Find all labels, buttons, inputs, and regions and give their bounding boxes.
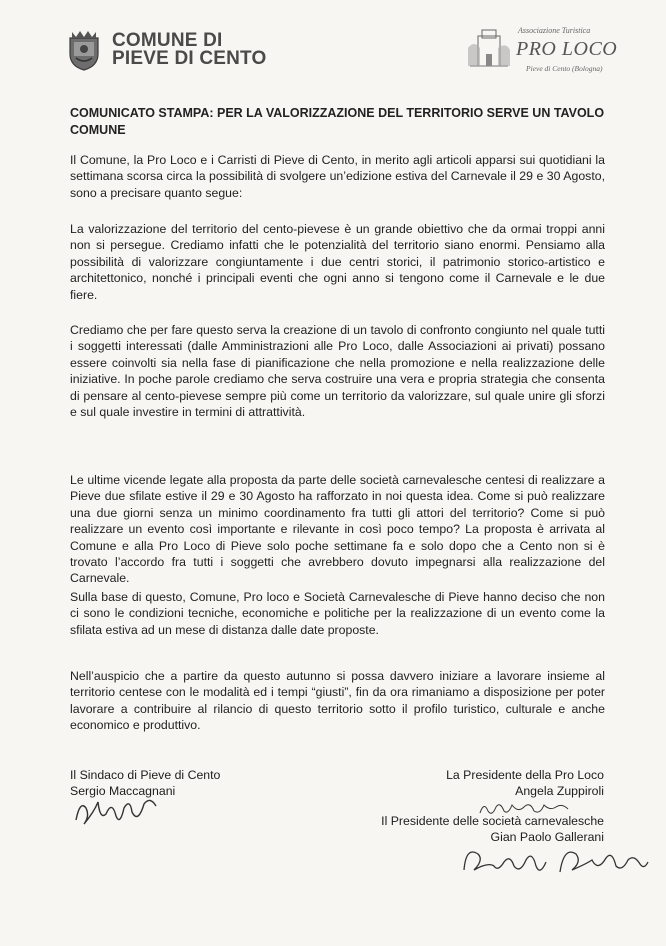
paragraph: Nell’auspicio che a partire da questo autunno si possa davvero iniziare a lavorare insieme al territorio centese con le modalità ed i tempi “giusti”, fin da ora rimaniamo a disposizione per poter lavorare a contribuire al rilancio di questo territorio sotto il profilo turistico, culturale e anche economico e produttivo. — [70, 669, 605, 733]
paragraph: Le ultime vicende legate alla proposta da parte delle società carnevalesche centesi di realizzare a Pieve due sfilate estive il 29 e 30 Agosto ha rafforzato in noi questa idea. Come si può realizzare una due giorni senza un minimo coordinamento fra tutti gli attori del territorio? Come si può realizzare un evento così importante e rilevante in così poco tempo? La proposta è arrivata al Comune e alla Pro Loco di Pieve solo poche settimane fa e solo dopo che a Cento non si è trovato l’accordo fra tutti i soggetti che avrebbero dovuto impegnarsi alla realizzazione del Carnevale. — [70, 473, 605, 586]
carnival-president-name: Gian Paolo Gallerani — [490, 830, 604, 844]
mayor-name: Sergio Maccagnani — [70, 784, 176, 798]
proloco-header — [466, 24, 616, 82]
comune-wordmark — [112, 32, 267, 68]
handwritten-signature-icon — [72, 790, 162, 830]
proloco-association: Associazione Turistica — [518, 26, 591, 35]
coat-of-arms-icon — [64, 28, 104, 72]
paragraph: Sulla base di questo, Comune, Pro loco e Società Carnevalesche di Pieve hanno deciso che non ci sono le condizioni tecniche, economiche e politiche per la realizzazione di un evento come la sfilata estiva ad un mese di distanza dalle date proposte. — [70, 590, 605, 637]
handwritten-signature-icon — [460, 840, 650, 882]
proloco-president-role: La Presidente della Pro Loco — [446, 768, 604, 782]
proloco-name: PRO LOCO — [516, 38, 618, 60]
handwritten-signature-icon — [478, 797, 570, 819]
comune-header — [64, 28, 267, 72]
document-title: COMUNICATO STAMPA: PER LA VALORIZZAZIONE DEL TERRITORIO SERVE UN TAVOLO COMUNE — [70, 106, 605, 137]
proloco-location: Pieve di Cento (Bologna) — [526, 64, 603, 73]
paragraph: Il Comune, la Pro Loco e i Carristi di Pieve di Cento, in merito agli articoli apparsi sui quotidiani la settimana scorsa circa la possibilità di svolgere un’edizione estiva del Carnevale il 29 e 30 Agosto, sono a precisare quanto segue: — [70, 153, 605, 200]
comune-line1: COMUNE DI — [112, 30, 223, 51]
carnival-president-role: Il Presidente delle società carnevalesche — [381, 814, 604, 828]
mayor-role: Il Sindaco di Pieve di Cento — [70, 768, 221, 782]
proloco-building-icon — [466, 28, 512, 74]
proloco-president-name: Angela Zuppiroli — [515, 784, 604, 798]
comune-line2: PIEVE DI CENTO — [112, 48, 267, 69]
paragraph: La valorizzazione del territorio del cento-pievese è un grande obiettivo che da ormai troppi anni non si persegue. Crediamo infatti che le potenzialità del territorio siano enormi. Pensiamo alla possibilità di valorizzare congiuntamente i due centri storici, il patrimonio storico-artistico e architettonico, nonché i principali eventi che ogni anno si tengono come il Carnevale e le due fiere. — [70, 222, 605, 302]
paragraph: Crediamo che per fare questo serva la creazione di un tavolo di confronto congiunto nel quale tutti i soggetti interessati (dalle Amministrazioni alle Pro Loco, dalle Associazioni ai privati) possano essere coinvolti sia nella fase di pianificazione che nella promozione e nella realizzazione delle iniziative. In poche parole crediamo che serva costruire una vera e propria strategia che consenta di pensare al cento-pievese sempre più come un territorio da valorizzare, sul quale unire gli sforzi e sul quale investire in termini di attrattività. — [70, 323, 605, 420]
